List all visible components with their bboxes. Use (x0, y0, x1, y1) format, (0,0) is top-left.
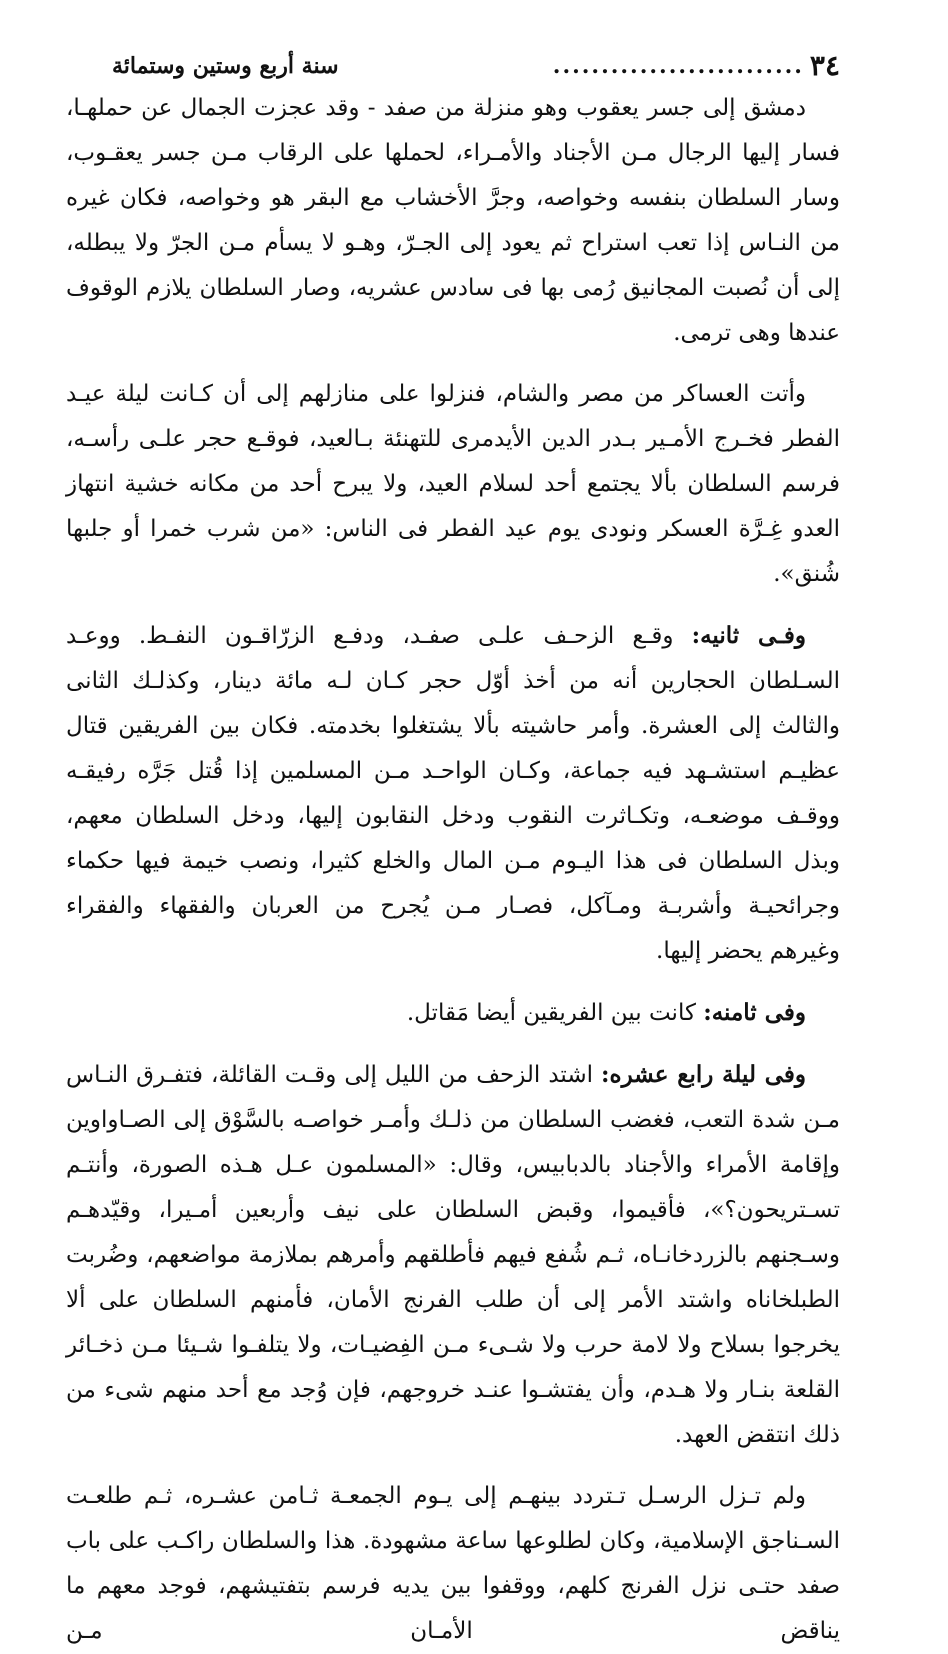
paragraph-lead: وفى ثامنه: (703, 999, 806, 1026)
paragraph-6 (66, 1474, 840, 1654)
paragraph-3 (66, 613, 840, 974)
header-leader-dots: .......................... (552, 53, 804, 79)
paragraph-2 (66, 372, 840, 597)
paragraph-5 (66, 1052, 840, 1458)
paragraph-text: وأتت العساكر من مصر والشام، فنزلوا على منازلهم إلى أن كـانت ليلة عيـد الفطر فخـرج الأمـير بـدر الدين الأيدمرى للتهنئة بـالعيد، فوقـع حجر علـى رأسـه، فرسم السلطان بألا يجتمع أحد لسلام العيد، ولا يبرح أحد من مكانه خشية انتهاز العدو غِـرَّة العسكر ونودى يوم عيد الفطر فى الناس: «من شرب خمرا أو جلبها شُنق». (66, 381, 840, 587)
paragraph-text: كانت بين الفريقين أيضا مَقاتل. (406, 1000, 704, 1026)
page-header (112, 40, 840, 80)
paragraph-4 (66, 990, 840, 1036)
paragraph-text: اشتد الزحف من الليل إلى وقـت القائلة، فتفـرق النـاس مـن شدة التعب، فغضب السلطان من ذلـك وأمـر خواصـه بالسَّوْق إلى الصـاواوين وإقامة الأمراء والأجناد بالدبابيس، وقال: «المسلمون عـل هـذه الصورة، وأنتـم تسـتريحون؟»، فأقيموا، وقبض السلطان على نيف وأربعين أمـيرا، وقيّدهـم وسـجنهم بالزردخانـاه، ثـم شُفع فيهم فأطلقهم وأمرهم بملازمة مواضعهم، وضُربت الطبلخاناه واشتد الأمر إلى أن طلب الفرنج الأمان، فأمنهم السلطان على ألا يخرجوا بسلاح ولا لامة حرب ولا شـىء مـن الفِضيـات، ولا يتلفـوا شـيئا مـن ذخـائر القلعة بنـار ولا هـدم، وأن يفتشـوا عنـد خروجهم، فإن وُجد مع أحد منهم شىء من ذلك انتقض العهد. (66, 1062, 840, 1448)
running-title: سنة أربع وستين وستمائة (112, 53, 339, 79)
paragraph-text: دمشق إلى جسر يعقوب وهو منزلة من صفد - وقد عجزت الجمال عن حملهـا، فسار إليها الرجال مـن الأجناد والأمـراء، لحملها على الرقاب مـن جسر يعقـوب، وسار السلطان بنفسه وخواصه، وجرَّ الأخشاب مع البقر هو وخواصه، فكان غيره من النـاس إذا تعب استراح ثم يعود إلى الجـرّ، وهـو لا يسأم مـن الجرّ ولا يبطله، إلى أن نُصبت المجانيق رُمى بها فى سادس عشريه، وصار السلطان يلازم الوقوف عندها وهى ترمى. (66, 95, 840, 346)
page-number: ٣٤ (809, 49, 840, 82)
body-text (66, 86, 840, 1654)
paragraph-text: ولم تـزل الرسـل تـتردد بينهـم إلى يـوم الجمعـة ثـامن عشـره، ثـم طلعـت السـناجق الإسلامية، وكان لطلوعها ساعة مشهودة. هذا والسلطان راكـب على باب صفد حتـى نزل الفرنج كلهم، ووقفوا بين يديه فرسم بتفتيشهم، فوجد معهم ما يناقض الأمـان مـن (66, 1483, 840, 1644)
paragraph-1 (66, 86, 840, 356)
paragraph-lead: وفـى ثانيه: (691, 622, 806, 649)
paragraph-text: وقـع الزحـف علـى صفـد، ودفـع الزرّاقـون النفـط. ووعـد السـلطان الحجارين أنه من أخذ أوّل حجر كـان لـه مائة دينار، وكذلـك الثانى والثالث إلى العشرة. وأمر حاشيته بألا يشتغلوا بخدمته. فكان بين الفريقين قتال عظيـم استشـهد فيه جماعة، وكـان الواحـد مـن المسلمين إذا قُتل جَرَّه رفيقـه ووقـف موضعـه، وتكـاثرت النقوب ودخل النقابون إليها، ودخل السلطان معهم، وبذل السلطان فى هذا اليـوم مـن المال والخلع كثيرا، ونصب خيمة فيها حكماء وجرائحيـة وأشربـة ومـآكل، فصـار مـن يُجرح من العربان والفقهاء والفقراء وغيرهم يحضر إليها. (66, 623, 840, 964)
paragraph-lead: وفى ليلة رابع عشره: (601, 1061, 806, 1088)
